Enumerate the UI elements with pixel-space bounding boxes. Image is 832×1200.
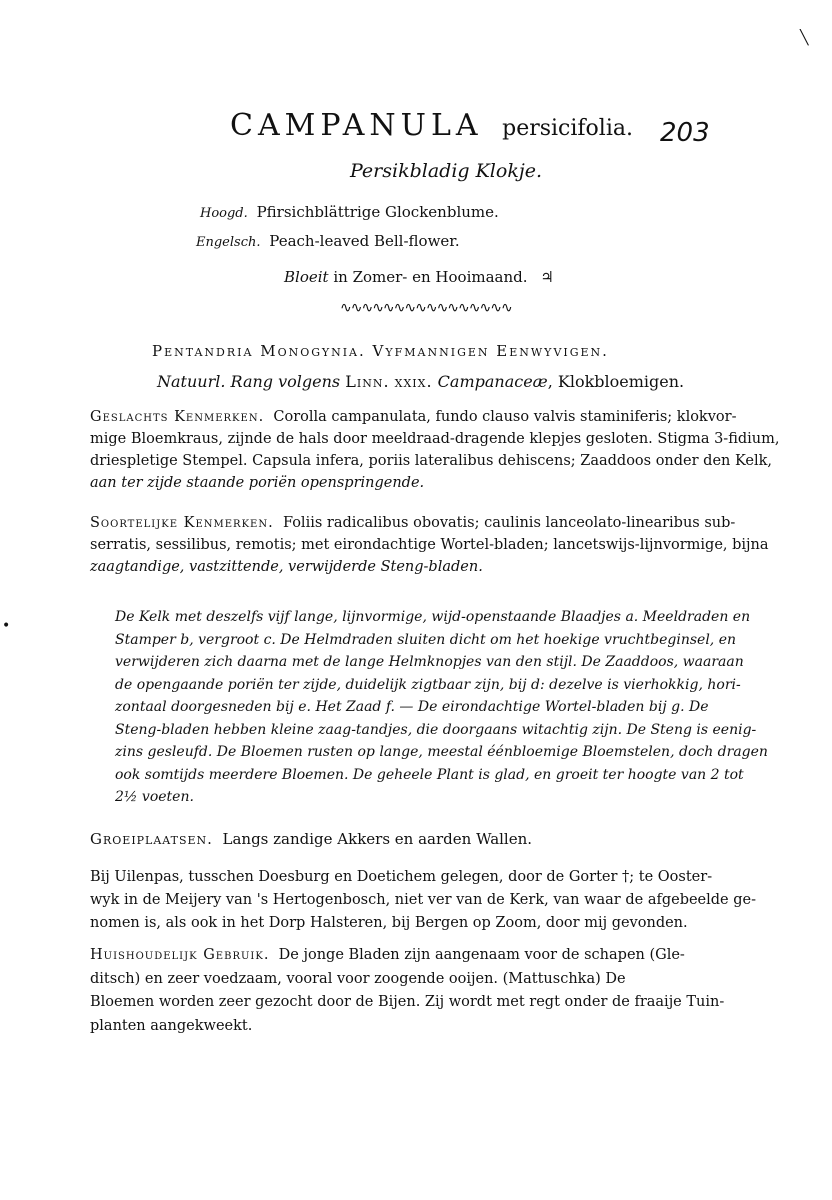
soortelijke-line-3: zaagtandige, vastzittende, verwijderde Steng-bladen. bbox=[90, 559, 483, 575]
description-line: zins gesleufd. De Bloemen rusten op lange, meestal éénbloemige Bloemstelen, doch dragen bbox=[115, 744, 768, 760]
huishoudelijk-line: ditsch) en zeer voedzaam, vooral voor zoogende ooijen. (Mattuschka) De bbox=[90, 970, 626, 987]
bloei-text: in Zomer- en Hooimaand. bbox=[333, 268, 528, 286]
geslachts-line-3: driespletige Stempel. Capsula infera, poriis lateralibus dehiscens; Zaaddoos onder den Kelk, bbox=[90, 453, 773, 469]
flowering-row bbox=[284, 268, 554, 286]
margin-mark: • bbox=[2, 618, 11, 634]
engelsch-label: Engelsch. bbox=[196, 235, 261, 250]
english-name-row bbox=[196, 232, 460, 250]
species-name: persicifolia. bbox=[502, 116, 633, 141]
plant-description bbox=[115, 606, 795, 809]
household-use-section bbox=[90, 944, 790, 1038]
groeiplaatsen-heading: Groeiplaatsen. bbox=[90, 830, 213, 848]
description-line: zontaal doorgesneden bij e. Het Zaad f. — De eirondachtige Wortel-bladen bij g. De bbox=[115, 699, 709, 715]
geslachts-line-4: aan ter zijde staande poriën openspringende. bbox=[90, 475, 425, 491]
locality-line: Bij Uilenpas, tusschen Doesburg en Doetichem gelegen, door de Gorter †; te Ooster- bbox=[90, 869, 713, 885]
groeiplaatsen-text: Langs zandige Akkers en aarden Wallen. bbox=[222, 830, 533, 848]
soortelijke-line-2: serratis, sessilibus, remotis; met eirondachtige Wortel-bladen; lancetswijs-lijnvormige, bijna bbox=[90, 537, 769, 553]
ornament-divider: ∿∿∿∿∿∿∿∿∿∿∿∿∿∿∿∿ bbox=[340, 300, 512, 316]
geslachts-line-1: Corolla campanulata, fundo clauso valvis staminiferis; klokvor- bbox=[273, 409, 737, 425]
hoogd-label: Hoogd. bbox=[200, 206, 248, 221]
perennial-symbol: ♃ bbox=[540, 268, 554, 286]
description-line: 2½ voeten. bbox=[115, 789, 194, 805]
huishoudelijk-line: Bloemen worden zeer gezocht door de Bijen. Zij wordt met regt onder de fraaije Tuin- bbox=[90, 994, 725, 1010]
bloei-label: Bloeit bbox=[284, 268, 329, 286]
habitat-section bbox=[90, 828, 790, 850]
corner-mark: ╲ bbox=[800, 30, 809, 46]
huishoudelijk-line: planten aangekweekt. bbox=[90, 1017, 253, 1034]
locality-line: wyk in de Meijery van 's Hertogenbosch, niet ver van de Kerk, van waar de afgebeelde ge- bbox=[90, 892, 757, 908]
engelsch-value: Peach-leaved Bell-flower. bbox=[269, 232, 460, 250]
description-line: ook somtijds meerdere Bloemen. De geheele Plant is glad, en groeit ter hoogte van 2 tot bbox=[115, 766, 744, 783]
hoogd-value: Pfirsichblättrige Glockenblume. bbox=[256, 203, 499, 221]
genus-name: CAMPANULA bbox=[230, 108, 483, 143]
description-line: Steng-bladen hebben kleine zaag-tandjes, die doorgaans witachtig zijn. De Steng is eenig- bbox=[115, 721, 757, 738]
family-name-nl: , Klokbloemigen. bbox=[547, 372, 685, 391]
page-title bbox=[230, 108, 633, 143]
huishoudelijk-heading: Huishoudelijk Gebruik. bbox=[90, 947, 270, 963]
family-name: Campanaceæ bbox=[437, 372, 548, 391]
description-line: Stamper b, vergroot c. De Helmdraden sluiten dicht om het hoekige vruchtbeginsel, en bbox=[115, 631, 737, 648]
locality-line: nomen is, als ook in het Dorp Halsteren, bij Bergen op Zoom, door mij gevonden. bbox=[90, 915, 688, 931]
locality-paragraph bbox=[90, 866, 790, 935]
species-characters bbox=[90, 512, 790, 578]
rank-number: xxix. bbox=[394, 372, 433, 391]
linn-label: Linn. bbox=[345, 372, 390, 391]
soortelijke-line-1: Foliis radicalibus obovatis; caulinis lanceolato-linearibus sub- bbox=[282, 515, 736, 531]
natuurl-label: Natuurl. bbox=[157, 372, 226, 391]
rang-label: Rang volgens bbox=[230, 372, 341, 391]
classification-line: Pentandria Monogynia. Vyfmannigen Eenwyvigen. bbox=[152, 342, 609, 360]
german-name-row bbox=[200, 203, 499, 221]
soortelijke-heading: Soortelijke Kenmerken. bbox=[90, 515, 274, 531]
description-line: verwijderen zich daarna met de lange Helmknopjes van den stijl. De Zaaddoos, waaraan bbox=[115, 654, 744, 670]
dutch-common-name: Persikbladig Klokje. bbox=[350, 160, 543, 182]
description-line: De Kelk met deszelfs vijf lange, lijnvormige, wijd-openstaande Blaadjes a. Meeldraden en bbox=[115, 609, 751, 625]
natural-rank-row bbox=[157, 372, 684, 391]
huishoudelijk-line-1: De jonge Bladen zijn aangenaam voor de schapen (Gle- bbox=[278, 947, 685, 963]
handwritten-page-number: 203 bbox=[660, 118, 710, 148]
genus-characters bbox=[90, 406, 790, 494]
geslachts-heading: Geslachts Kenmerken. bbox=[90, 409, 265, 425]
description-line: de opengaande poriën ter zijde, duidelijk zigtbaar zijn, bij d: dezelve is vierhokkig, hori- bbox=[115, 676, 741, 693]
geslachts-line-2: mige Bloemkraus, zijnde de hals door meeldraad-dragende klepjes gesloten. Stigma 3-fidium, bbox=[90, 431, 780, 447]
